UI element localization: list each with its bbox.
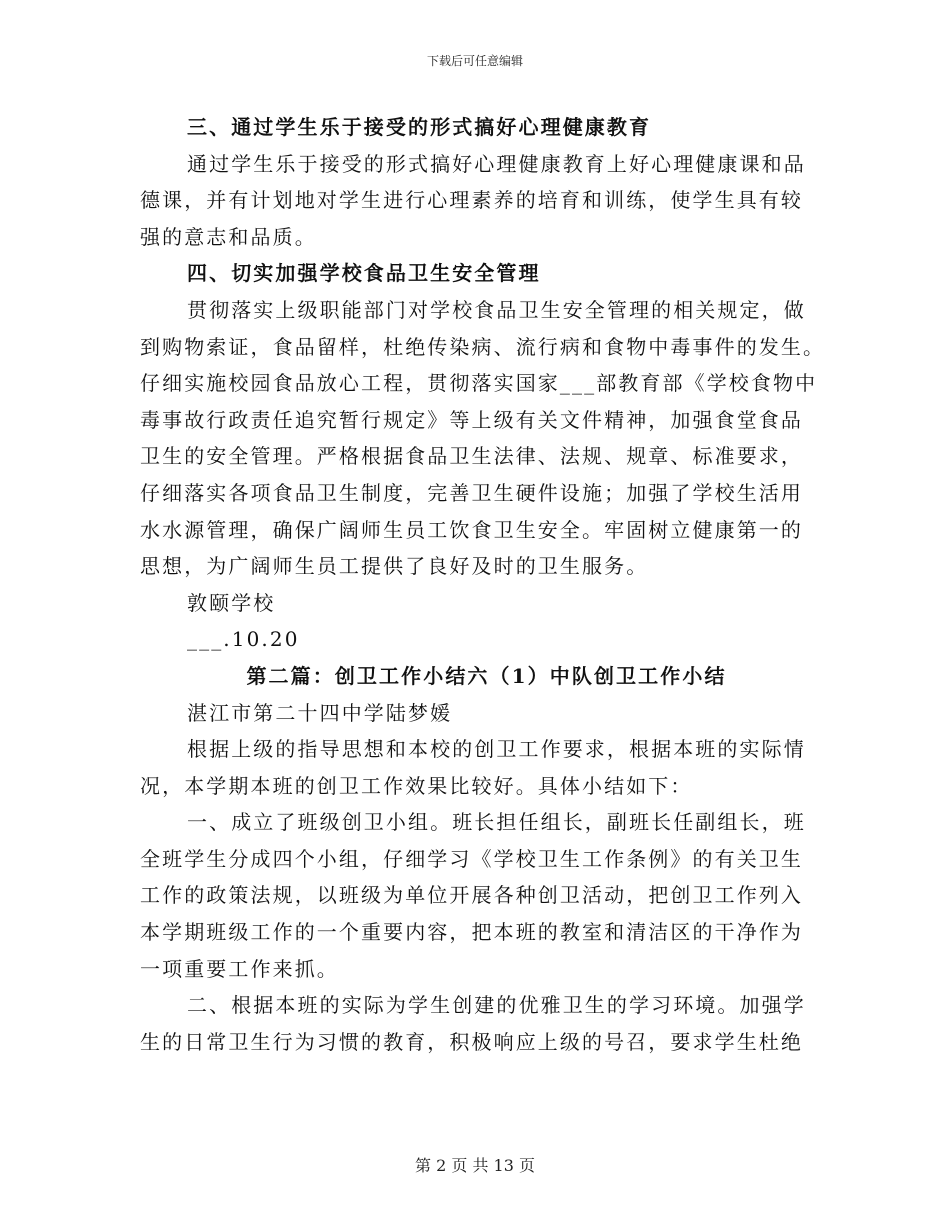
body-text-line: 生的日常卫生行为习惯的教育，积极响应上级的号召，要求学生杜绝 (140, 1029, 803, 1054)
section-heading: 三、通过学生乐于接受的形式搞好心理健康教育 (187, 115, 652, 139)
body-text-line: 敦颐学校 (187, 590, 276, 615)
body-text-line: 强的意志和品质。 (140, 224, 317, 249)
body-text-line: 思想，为广阔师生员工提供了良好及时的卫生服务。 (140, 554, 649, 579)
document-body (140, 109, 826, 1060)
body-text-line: 卫生的安全管理。严格根据食品卫生法律、法规、规章、标准要求， (140, 444, 803, 469)
article-title: 第二篇：创卫工作小结六（1）中队创卫工作小结 (246, 663, 727, 688)
body-text-line: 一、成立了班级创卫小组。班长担任组长，副班长任副组长，班 (187, 810, 806, 835)
body-text-line: 到购物索证，食品留样，杜绝传染病、流行病和食物中毒事件的发生。 (140, 334, 826, 359)
body-text-line: ___.10.20 (187, 627, 300, 652)
body-text-line: 一项重要工作来抓。 (140, 956, 339, 981)
body-text-line: 工作的政策法规，以班级为单位开展各种创卫活动，把创卫工作列入 (140, 883, 803, 908)
page-footer: 第 2 页 共 13 页 (415, 1156, 535, 1175)
body-text-line: 仔细落实各项食品卫生制度，完善卫生硬件设施；加强了学校生活用 (140, 480, 803, 505)
body-text-line: 根据上级的指导思想和本校的创卫工作要求，根据本班的实际情 (187, 737, 806, 762)
body-text-line: 仔细实施校园食品放心工程，贯彻落实国家___部教育部《学校食物中 (140, 371, 818, 396)
body-text-line: 况，本学期本班的创卫工作效果比较好。具体小结如下： (140, 773, 693, 798)
body-text-line: 水水源管理，确保广阔师生员工饮食卫生安全。牢固树立健康第一的 (140, 517, 803, 542)
body-text-line: 二、根据本班的实际为学生创建的优雅卫生的学习环境。加强学 (187, 993, 806, 1018)
page-header: 下载后可任意编辑 (426, 54, 523, 68)
body-text-line: 通过学生乐于接受的形式搞好心理健康教育上好心理健康课和品 (187, 151, 806, 176)
body-text-line: 本学期班级工作的一个重要内容，把本班的教室和清洁区的干净作为 (140, 920, 803, 945)
body-text-line: 湛江市第二十四中学陆梦媛 (187, 700, 453, 725)
body-text-line: 毒事故行政责任追究暂行规定》等上级有关文件精神，加强食堂食品 (140, 407, 803, 432)
section-heading: 四、切实加强学校食品卫生安全管理 (187, 261, 541, 286)
body-text-line: 贯彻落实上级职能部门对学校食品卫生安全管理的相关规定，做 (187, 297, 806, 322)
body-text-line: 全班学生分成四个小组，仔细学习《学校卫生工作条例》的有关卫生 (140, 846, 803, 871)
body-text-line: 德课，并有计划地对学生进行心理素养的培育和训练，使学生具有较 (140, 188, 803, 213)
